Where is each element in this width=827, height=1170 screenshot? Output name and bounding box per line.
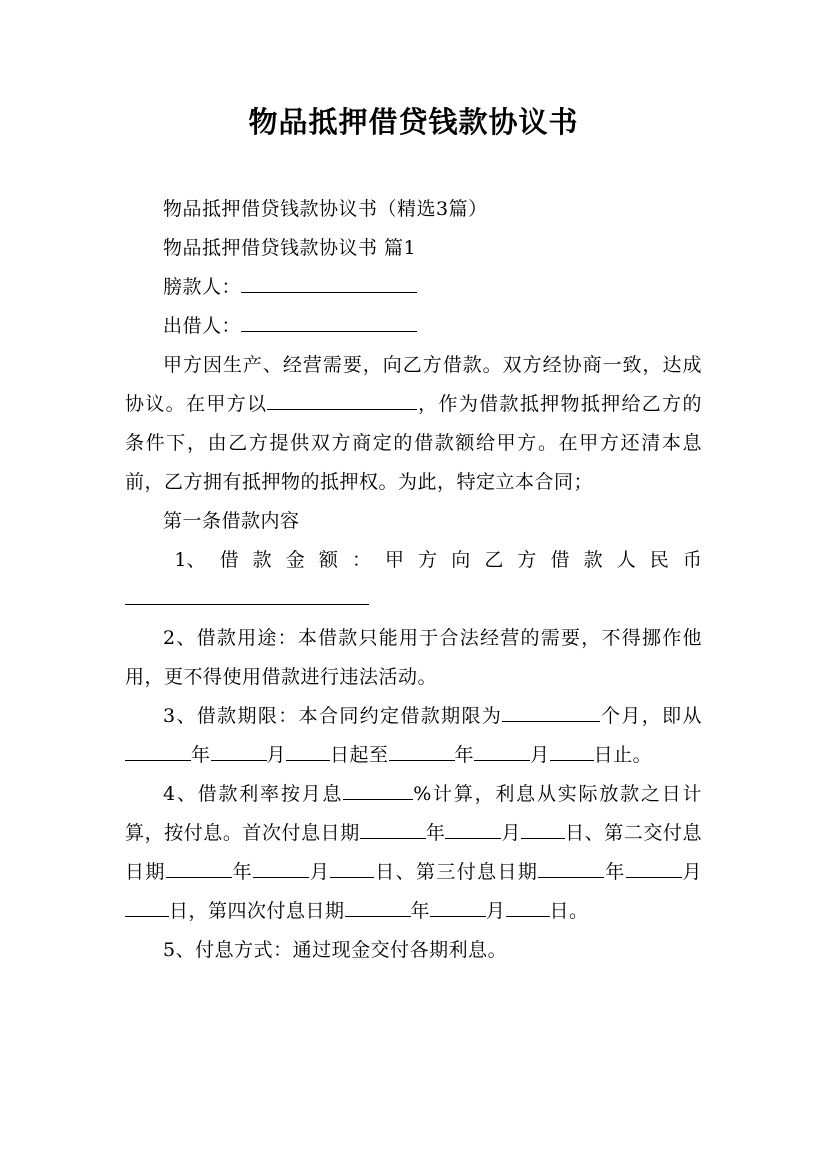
item-3-text: 3、借款期限：本合同约定借款期限为 <box>163 705 503 727</box>
lender-line <box>125 307 702 346</box>
item-3-text: 日止。 <box>593 744 653 766</box>
fourth-payment-day-blank[interactable] <box>506 896 550 917</box>
item-1-text <box>125 541 702 580</box>
start-day-blank[interactable] <box>286 740 330 761</box>
fourth-payment-month-blank[interactable] <box>430 896 486 917</box>
item-1-char: ： <box>351 549 371 571</box>
borrower-label: 膀款人： <box>163 276 242 298</box>
item-4-text: 月 <box>501 822 522 844</box>
subtitle: 物品抵押借贷钱款协议书（精选3篇） <box>163 198 488 220</box>
item-4-text: 年 <box>410 900 431 922</box>
item-1-char: 借 <box>550 549 570 571</box>
item-4-text: 年 <box>231 861 254 883</box>
item-3-text: 月 <box>266 744 287 766</box>
item-1 <box>125 541 702 619</box>
start-year-blank[interactable] <box>125 740 191 761</box>
start-month-blank[interactable] <box>211 740 267 761</box>
item-1-char: 甲 <box>385 549 405 571</box>
item-4-text: 日，第四次付息日期 <box>169 900 345 922</box>
item-1-char: 民 <box>649 549 669 571</box>
item-1-char: 人 <box>616 549 636 571</box>
borrower-blank[interactable] <box>241 272 417 293</box>
item-4-text: 月 <box>486 900 506 922</box>
item-4-text: 年 <box>425 822 446 844</box>
loan-term-months-blank[interactable] <box>502 701 600 722</box>
article-1-heading: 第一条借款内容 <box>163 510 300 532</box>
item-3-text: 日起至 <box>330 744 389 766</box>
first-payment-day-blank[interactable] <box>521 818 565 839</box>
item-4-text: 日。 <box>549 900 589 922</box>
third-payment-year-blank[interactable] <box>538 857 604 878</box>
second-payment-year-blank[interactable] <box>166 857 232 878</box>
item-4-text: 年 <box>604 861 626 883</box>
collateral-blank[interactable] <box>267 389 417 410</box>
item-5: 5、付息方式：通过现金交付各期利息。 <box>163 939 508 961</box>
item-3-text: 月 <box>530 744 550 766</box>
item-4-text: %计算，利息从实际放款之日计算，按付息。首次付息日期 <box>125 783 702 844</box>
section-title: 物品抵押借贷钱款协议书 篇1 <box>163 237 417 259</box>
third-payment-month-blank[interactable] <box>626 857 682 878</box>
intro-paragraph <box>125 346 702 502</box>
item-1-char: 款 <box>583 549 603 571</box>
item-4-text: 月 <box>681 861 702 883</box>
document-title: 物品抵押借贷钱款协议书 <box>248 105 579 139</box>
second-payment-day-blank[interactable] <box>330 857 374 878</box>
fourth-payment-year-blank[interactable] <box>345 896 411 917</box>
item-3-text: 年 <box>454 744 475 766</box>
lender-blank[interactable] <box>241 311 417 332</box>
second-payment-month-blank[interactable] <box>253 857 309 878</box>
item-1-char: 向 <box>451 549 471 571</box>
item-1-char: 方 <box>517 549 537 571</box>
end-day-blank[interactable] <box>550 740 594 761</box>
item-1-char: 乙 <box>484 549 504 571</box>
item-2: 2、借款用途：本借款只能用于合法经营的需要，不得挪作他用，更不得使用借款进行违法活动。 <box>125 627 702 688</box>
item-1-amount-line <box>125 580 702 619</box>
item-3-text: 年 <box>191 744 211 766</box>
third-payment-day-blank[interactable] <box>125 896 169 917</box>
item-1-char: 额 <box>318 549 338 571</box>
item-1-char: 款 <box>252 549 272 571</box>
item-1-char: 币 <box>682 549 702 571</box>
intro-text-1: 甲方因生产、经营需要，向乙方借款。双方经协商一致，达成协议。在甲方以 <box>125 354 702 415</box>
item-1-char: 金 <box>285 549 305 571</box>
end-year-blank[interactable] <box>389 740 455 761</box>
item-4-text: 月 <box>309 861 331 883</box>
item-4-text: 日、第二交付息日期 <box>125 822 702 883</box>
document-body <box>125 190 702 970</box>
item-4-text: 4、借款利率按月息 <box>163 783 344 805</box>
item-1-char: 借 <box>219 549 239 571</box>
intro-text-2: ，作为借款抵押物抵押给乙方的条件下，由乙方提供双方商定的借款额给甲方。在甲方还清本息前，乙方拥有抵押物的抵押权。为此，特定立本合同； <box>125 393 702 493</box>
monthly-rate-blank[interactable] <box>343 779 413 800</box>
item-4 <box>125 775 702 931</box>
end-month-blank[interactable] <box>474 740 530 761</box>
first-payment-year-blank[interactable] <box>360 818 426 839</box>
item-3 <box>125 697 702 775</box>
item-1-char: 方 <box>418 549 438 571</box>
item-1-char: 1、 <box>174 549 206 571</box>
item-3-text: 个月，即从 <box>600 705 702 727</box>
lender-label: 出借人： <box>163 315 242 337</box>
loan-amount-blank[interactable] <box>125 584 369 605</box>
borrower-line <box>125 268 702 307</box>
item-4-text: 日、第三付息日期 <box>374 861 539 883</box>
first-payment-month-blank[interactable] <box>445 818 501 839</box>
